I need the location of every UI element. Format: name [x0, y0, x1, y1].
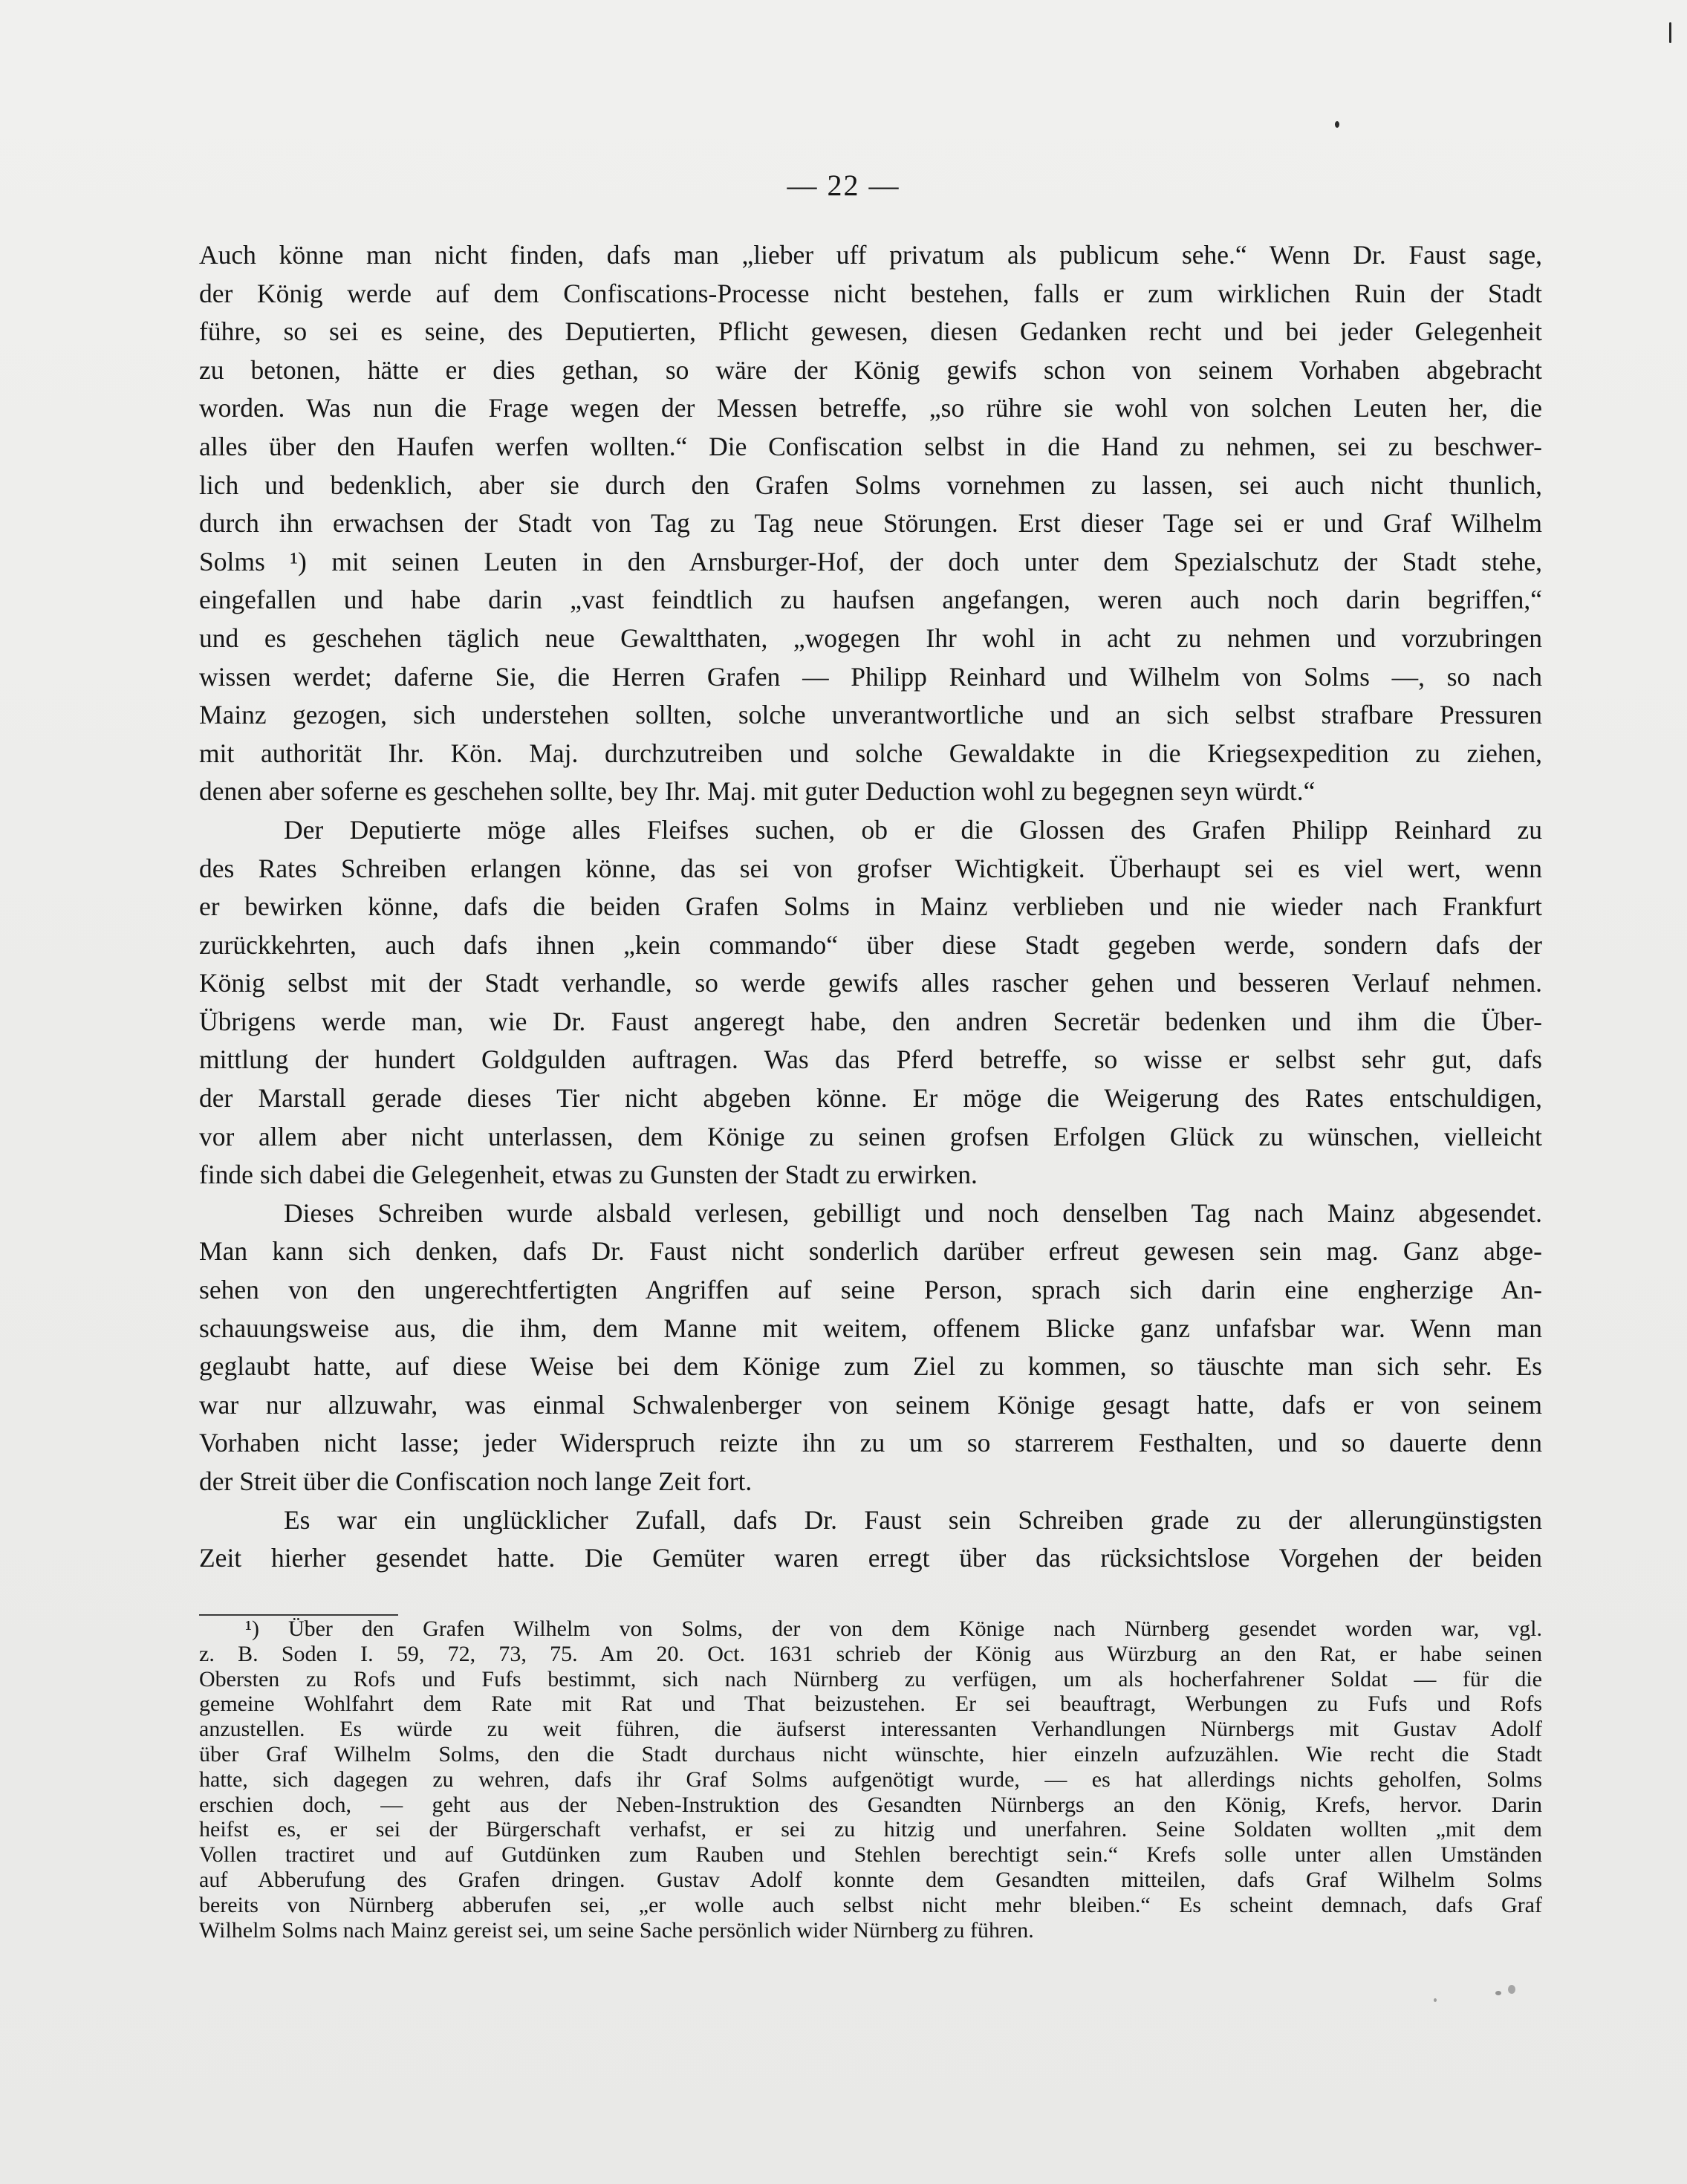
footnote-line: z. B. Soden I. 59, 72, 73, 75. Am 20. Oct. 1631 schrieb der König aus Würzburg an den Rat, er habe seinen — [199, 1641, 1542, 1666]
footnote-line: über Graf Wilhelm Solms, den die Stadt durchaus nicht wünschte, hier einzeln aufzuzählen. Wie recht die Stadt — [199, 1741, 1542, 1767]
footnote-line: hatte, sich dagegen zu wehren, dafs ihr Graf Solms aufgenötigt wurde, — es hat allerdings nichts geholfen, Solms — [199, 1767, 1542, 1792]
body-line: lich und bedenklich, aber sie durch den Grafen Solms vornehmen zu lassen, sei auch nicht thunlich, — [199, 469, 1542, 500]
body-line: mit authorität Ihr. Kön. Maj. durchzutreiben und solche Gewaldakte in die Kriegsexpedition zu ziehen, — [199, 738, 1542, 768]
footnotes — [199, 1616, 1542, 1943]
body-line: Auch könne man nicht finden, dafs man „lieber uff privatum als publicum sehe.“ Wenn Dr. Faust sage, — [199, 240, 1542, 270]
footnote-line: heifst es, er sei der Bürgerschaft verhafst, er sei zu hitzig und unerfahren. Seine Soldaten wollten „mit dem — [199, 1817, 1542, 1842]
body-line: Es war ein unglücklicher Zufall, dafs Dr. Faust sein Schreiben grade zu der allerungünstigsten — [284, 1504, 1542, 1535]
body-line: der Streit über die Confiscation noch lange Zeit fort. — [199, 1466, 753, 1496]
footnote-line: ¹) Über den Grafen Wilhelm von Solms, der von dem Könige nach Nürnberg gesendet worden war, vgl. — [245, 1616, 1542, 1641]
body-line: Dieses Schreiben wurde alsbald verlesen, gebilligt und noch denselben Tag nach Mainz abgesendet. — [284, 1197, 1542, 1228]
body-line: denen aber soferne es geschehen sollte, bey Ihr. Maj. mit guter Deduction wohl zu begegnen seyn würdt.“ — [199, 776, 1316, 807]
footnote-line: erschien doch, — geht aus der Neben-Instruktion des Gesandten Nürnbergs an den König, Krefs, hervor. Darin — [199, 1792, 1542, 1817]
body-line: war nur allzuwahr, was einmal Schwalenberger von seinem Könige gesagt hatte, dafs er von seinem — [199, 1389, 1542, 1420]
body-line: er bewirken könne, dafs die beiden Grafen Solms in Mainz verblieben und nie wieder nach Frankfurt — [199, 891, 1542, 922]
page-number: — 22 — — [787, 169, 900, 202]
footnote-line: Vollen tractiret und auf Gutdünken zum Rauben und Stehlen berechtigt sein.“ Krefs solle unter allen Umständen — [199, 1842, 1542, 1868]
body-line: führe, so sei es seine, des Deputierten, Pflicht gewesen, diesen Gedanken recht und bei jeder Gelegenheit — [199, 316, 1542, 347]
body-line: Übrigens werde man, wie Dr. Faust angeregt habe, den andren Secretär bedenken und ihm die Über- — [199, 1006, 1542, 1036]
body-line: Zeit hierher gesendet hatte. Die Gemüter waren erregt über das rücksichtslose Vorgehen der beiden — [199, 1543, 1542, 1573]
body-line: mittlung der hundert Goldgulden auftragen. Was das Pferd betreffe, so wisse er selbst sehr gut, dafs — [199, 1044, 1542, 1075]
body-line: der Marstall gerade dieses Tier nicht abgeben könne. Er möge die Weigerung des Rates entschuldigen, — [199, 1083, 1542, 1114]
body-line: durch ihn erwachsen der Stadt von Tag zu Tag neue Störungen. Erst dieser Tage sei er und Graf Wilhelm — [199, 508, 1542, 539]
ink-speck — [1669, 22, 1671, 43]
body-line: Mainz gezogen, sich understehen sollten, solche unverantwortliche und an sich selbst strafbare Pressuren — [199, 700, 1542, 730]
ink-speck — [1495, 1991, 1501, 1995]
body-line: Der Deputierte möge alles Fleifses suchen, ob er die Glossen des Grafen Philipp Reinhard zu — [284, 814, 1542, 845]
body-line: Man kann sich denken, dafs Dr. Faust nicht sonderlich darüber erfreut gewesen sein mag. Ganz abge- — [199, 1236, 1542, 1267]
body-line: worden. Was nun die Frage wegen der Messen betreffe, „so rühre sie wohl von solchen Leuten her, die — [199, 393, 1542, 423]
body-text — [199, 236, 1542, 1578]
footnote-line: bereits von Nürnberg abberufen sei, „er wolle auch selbst nicht mehr bleiben.“ Es scheint demnach, dafs Graf — [199, 1892, 1542, 1917]
body-line: sehen von den ungerechtfertigten Angriffen auf seine Person, sprach sich darin eine engherzige An- — [199, 1275, 1542, 1305]
body-line: zu betonen, hätte er dies gethan, so wäre der König gewifs schon von seinem Vorhaben abgebracht — [199, 354, 1542, 385]
body-line: eingefallen und habe darin „vast feindtlich zu haufsen angefangen, weren auch noch darin begriffen,“ — [199, 585, 1542, 615]
body-line: König selbst mit der Stadt verhandle, so werde gewifs alles rascher gehen und besseren Verlauf nehmen. — [199, 968, 1542, 998]
footnote-line: anzustellen. Es würde zu weit führen, die äufserst interessanten Verhandlungen Nürnbergs mit Gustav Adolf — [199, 1717, 1542, 1742]
body-line: alles über den Haufen werfen wollten.“ Die Confiscation selbst in die Hand zu nehmen, sei zu beschwer- — [199, 431, 1542, 461]
footnote-line: Wilhelm Solms nach Mainz gereist sei, um seine Sache persönlich wider Nürnberg zu führen. — [199, 1917, 1034, 1943]
footnote-separator — [199, 1614, 398, 1616]
ink-speck — [1335, 121, 1339, 128]
ink-speck — [1434, 1998, 1437, 2002]
body-line: zurückkehrten, auch dafs ihnen „kein commando“ über diese Stadt gegeben werde, sondern dafs der — [199, 929, 1542, 960]
body-line: Vorhaben nicht lasse; jeder Widerspruch reizte ihn zu um so starrerem Festhalten, und so dauerte denn — [199, 1428, 1542, 1458]
body-line: vor allem aber nicht unterlassen, dem Könige zu seinen grofsen Erfolgen Glück zu wünschen, vielleicht — [199, 1121, 1542, 1151]
footnote-line: Obersten zu Rofs und Fufs bestimmt, sich nach Nürnberg zu verfügen, um als hocherfahrener Soldat — für die — [199, 1666, 1542, 1691]
body-line: finde sich dabei die Gelegenheit, etwas zu Gunsten der Stadt zu erwirken. — [199, 1160, 978, 1190]
body-line: geglaubt hatte, auf diese Weise bei dem Könige zum Ziel zu kommen, so täuschte man sich sehr. Es — [199, 1351, 1542, 1382]
body-line: und es geschehen täglich neue Gewaltthaten, „wogegen Ihr wohl in acht zu nehmen und vorzubringen — [199, 623, 1542, 653]
body-line: Solms ¹) mit seinen Leuten in den Arnsburger-Hof, der doch unter dem Spezialschutz der Stadt stehe, — [199, 546, 1542, 576]
body-line: schauungsweise aus, die ihm, dem Manne mit weitem, offenem Blicke ganz unfafsbar war. Wenn man — [199, 1313, 1542, 1343]
body-line: der König werde auf dem Confiscations-Processe nicht bestehen, falls er zum wirklichen Ruin der Stadt — [199, 278, 1542, 308]
body-line: des Rates Schreiben erlangen könne, das sei von grofser Wichtigkeit. Überhaupt sei es viel wert, wenn — [199, 853, 1542, 883]
footnote-line: auf Abberufung des Grafen dringen. Gustav Adolf konnte dem Gesandten mitteilen, dafs Graf Wilhelm Solms — [199, 1867, 1542, 1892]
footnote-line: gemeine Wohlfahrt dem Rate mit Rat und That beizustehen. Er sei beauftragt, Werbungen zu Fufs und Rofs — [199, 1691, 1542, 1717]
body-line: wissen werdet; daferne Sie, die Herren Grafen — Philipp Reinhard und Wilhelm von Solms —, so nach — [199, 661, 1542, 692]
ink-speck — [1508, 1985, 1515, 1994]
